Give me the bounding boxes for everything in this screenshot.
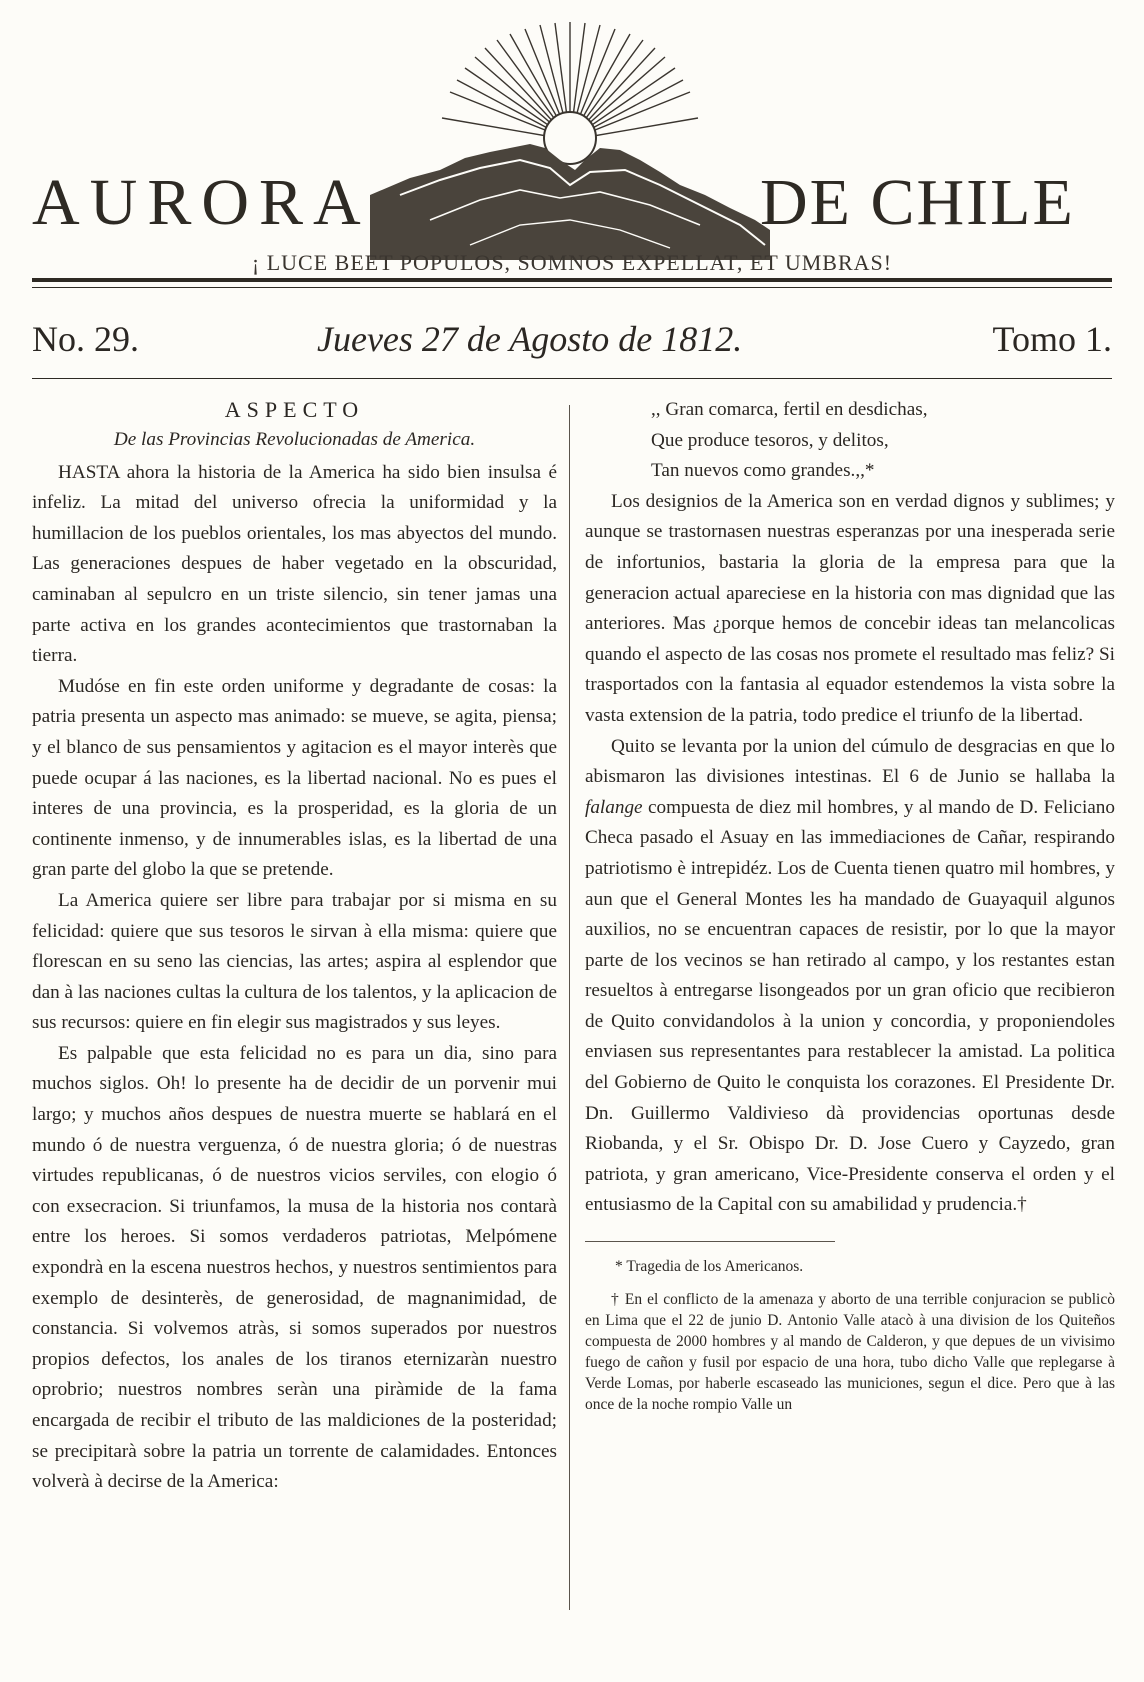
left-column — [32, 395, 557, 1498]
article-subtitle: De las Provincias Revolucionadas de America. — [113, 429, 476, 450]
issue-date: Jueves 27 de Agosto de 1812. — [317, 319, 743, 359]
issue-number: No. 29. — [32, 319, 139, 359]
footnote: † En el conflicto de la amenaza y aborto de una terrible conjuracion se publicò en Lima que el 22 de junio D. Antonio Valle atacò à una division de los Quiteños compuesta de 2000 hombres y al mando de Calderon, y que depues de un vivisimo fuego de cañon y fusil por espacio de una hora, tubo dicho Valle que replegarse à Verde Lomas, por haberle escaseado las municiones, segun el dice. Pero que à las once de la noche rompio Valle un — [585, 1291, 1115, 1414]
article-paragraph: La America quiere ser libre para trabajar por si misma en su felicidad: quiere que sus tesoros le sirvan à ella misma: quiere que florescan en su seno las ciencias, las artes; aspira al esplendor que dan à las naciones cultas la cultura de los talentos, y la aplicacion de sus recursos: quiere en fin elegir sus magistrados y sus leyes. — [32, 889, 557, 1034]
verse-line: ,, Gran comarca, fertil en desdichas, — [651, 399, 928, 420]
footnote: * Tragedia de los Americanos. — [615, 1258, 804, 1276]
masthead-rule-thin — [32, 287, 1112, 288]
article-paragraph — [585, 732, 1115, 1222]
verse-line: Que produce tesoros, y delitos, — [651, 429, 889, 451]
newspaper-title-left: AURORA — [32, 166, 371, 239]
issue-line — [32, 318, 1112, 368]
right-column — [585, 395, 1115, 1427]
article-paragraph: Los designios de la America son en verdad dignos y sublimes; y aunque se trastornasen nuestras esperanzas por una inesperada serie de infortunios, bastaria la gloria de la empresa para que la generacion actual apareciese en la historia con mas dignidad que las anteriores. Mas ¿porque hemos de concebir ideas tan melancolicas quando el aspecto de las cosas nos promete el resultado mas feliz? Si trasportados con la fantasia al equador estendemos la vista sobre la vasta extension de la patria, todo predice el triunfo de la libertad. — [585, 490, 1115, 726]
article-paragraph: Mudóse en fin este orden uniforme y degradante de cosas: la patria presenta un aspecto mas animado: se mueve, se agita, piensa; y el blanco de sus pensamientos y agitacion es el mayor interès que puede ocupar á las naciones, es la libertad nacional. No es pues el interes de una provincia, es la prosperidad, es la gloria de un continente inmenso, y de innumerables islas, es la libertad de una gran parte del globo la que se pretende. — [32, 675, 557, 881]
footnote-rule — [585, 1241, 835, 1242]
issue-volume: Tomo 1. — [992, 319, 1112, 359]
column-divider — [569, 405, 570, 1610]
article-paragraph: HASTA ahora la historia de la America ha sido bien insulsa é infeliz. La mitad del universo ofrecia la uniformidad y la humillacion de los pueblos orientales, los mas abyectos del mundo. Las generaciones despues de haber vegetado en la obscuridad, caminaban al sepulcro en un triste silencio, sin tener jamas una parte activa en los grandes acontecimientos que trastornaban la tierra. — [32, 461, 557, 667]
verse-line: Tan nuevos como grandes.,,* — [651, 460, 875, 482]
masthead-rule-thick — [32, 278, 1112, 282]
masthead-motto: ¡ LUCE BEET POPULOS, SOMNOS EXPELLAT, ET UMBRAS! — [251, 250, 893, 275]
article-text: compuesta de diez mil hombres, y al mando de D. Feliciano Checa pasado el Asuay en las immediaciones de Cañar, respirando patriotismo è intrepidéz. Los de Cuenta tienen quatro mil hombres, y aun que el General Montes les ha mandado de Guayaquil algunos auxilios, no se encuentran capaces de resistir, por lo que la mayor parte de los vecinos se han retirado al campo, y los restantes estan resueltos à entregarse lisongeados por un gran oficio que recibieron de Quito convidandolos à la union y concordia, y proponiendoles enviasen sus representantes para restablecer la amistad. La politica del Gobierno de Quito le conquista los corazones. El Presidente Dr. Dn. Guillermo Valdivieso dà providencias oportunas desde Riobanda, y el Sr. Obispo Dr. D. Jose Cuero y Cayzedo, gran patriota, y gran americano, Vice-Presidente conserva el orden y el entusiasmo de la Capital con su amabilidad y prudencia.† — [585, 796, 1115, 1216]
masthead — [0, 0, 1144, 275]
article-emphasis: falange — [585, 796, 643, 818]
article-paragraph: Es palpable que esta felicidad no es para un dia, sino para muchos siglos. Oh! lo presente ha de decidir de un porvenir mui largo; y muchos años despues de nuestra muerte se hablará en el mundo ó de nuestra verguenza, ó de nuestra gloria; ó de nuestras virtudes republicanas, ó de nuestros vicios serviles, con elogio ó con exsecracion. Si triunfamos, la musa de la historia nos contarà entre los heroes. Si somos verdaderos patriotas, Melpómene expondrà en la escena nuestros hechos, y nuestros sentimientos para exemplo de desinterès, de generosidad, de magnanimidad, de constancia. Si volvemos atràs, si somos superados por nuestros propios defectos, los anales de los tiranos eternizaràn nuestro oprobrio; nuestros nombres seràn una piràmide de la fama encargada de recibir el tributo de las maldiciones de la posteridad; se precipitarà sobre la patria un torrente de calamidades. Entonces volverà à decirse de la America: — [32, 1042, 557, 1493]
article-text: Quito se levanta por la union del cúmulo de desgracias en que lo abismaron las divisiones intestinas. El 6 de Junio se hallaba la — [585, 735, 1115, 788]
rising-sun-over-mountains-emblem — [370, 20, 770, 260]
issue-rule — [32, 378, 1112, 379]
newspaper-title-right: DE CHILE — [760, 166, 1075, 239]
article-title: ASPECTO — [224, 397, 365, 422]
